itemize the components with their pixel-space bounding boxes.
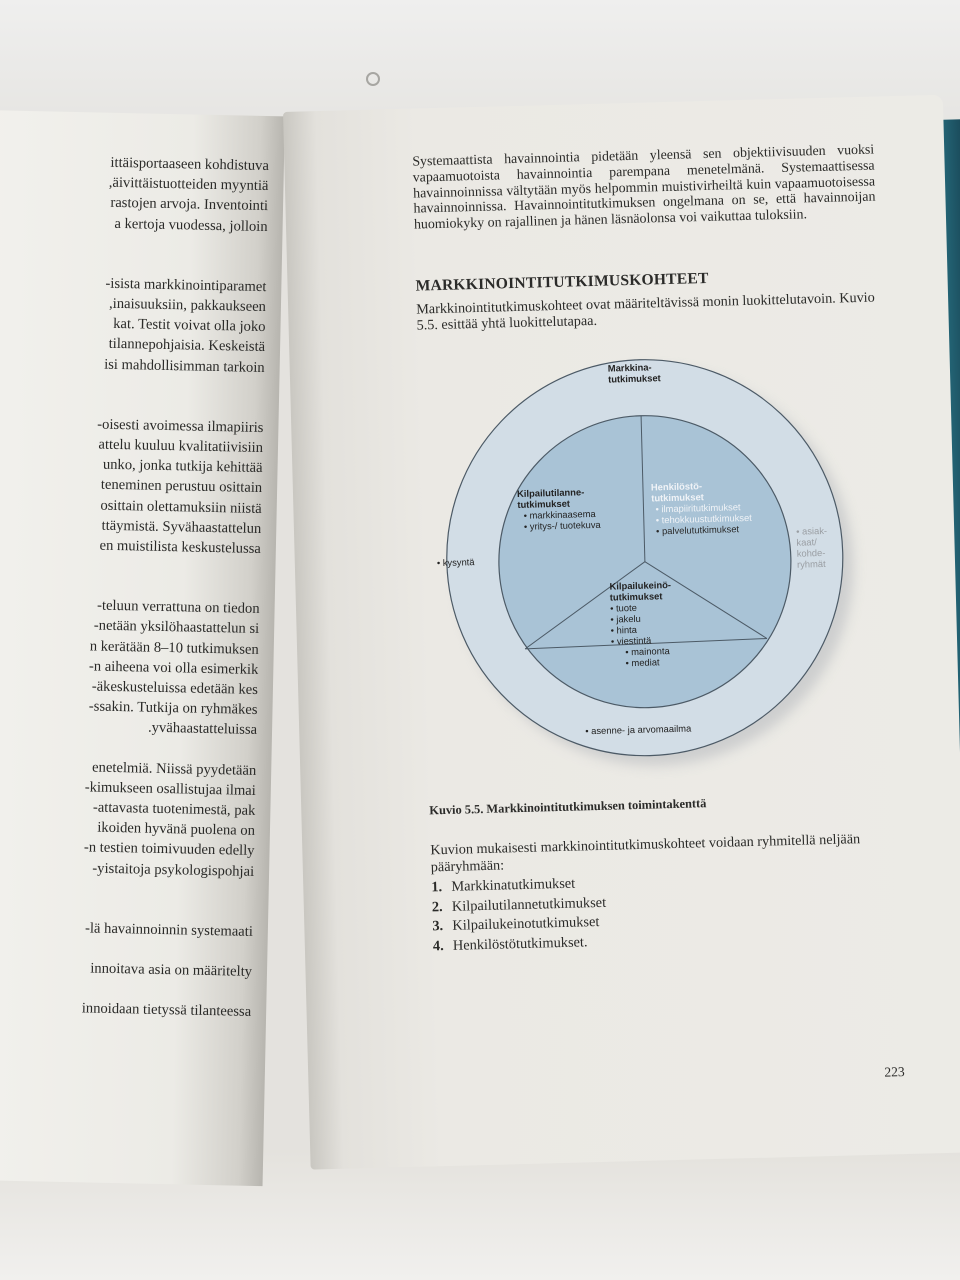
left-page bbox=[0, 110, 285, 1186]
left-page-line: attelu kuuluu kvalitatiivisiin bbox=[98, 436, 264, 457]
left-page-line: enetelmiä. Niissä pyydetään bbox=[91, 759, 257, 779]
left-page-line: teluun verrattuna on tiedon- bbox=[96, 597, 260, 618]
left-page-line: en muistilista keskustelussa bbox=[99, 537, 262, 558]
left-page-line: kat. Testit voivat olla joko bbox=[113, 316, 266, 336]
left-page-line: inaisuuksiin, pakkaukseen, bbox=[108, 295, 267, 316]
label-kysynta: • kysyntä bbox=[436, 556, 475, 569]
left-page-line: ssakin. Tutkija on ryhmäkes- bbox=[88, 698, 258, 719]
list-number: 2. bbox=[431, 898, 443, 916]
table-mark-icon bbox=[366, 72, 380, 86]
list-number: 4. bbox=[432, 937, 444, 954]
label-henkilosto: Henkilöstö- tutkimukset • ilmapiiritutkimukset • tehokkuustutkimukset • palvelututkimukset bbox=[650, 480, 752, 537]
left-page-line: oisesti avoimessa ilmapiiris- bbox=[97, 416, 264, 436]
label-asiakkaat: • asiak- kaat/ kohde- ryhmät bbox=[796, 525, 828, 571]
left-page-line: n testien toimivuuden edelly- bbox=[83, 839, 255, 860]
observation-paragraph: Systemaattista havainnointia pidetään yleensä sen objektiivisuuden vuoksi vapaamuotoista havainnointia parempana menetelmänä. Systemaattisessa havainnoinnissa vältytään myös helpommin muistivirheiltä kuin vapaamuotoisessa havainnoinnissa. Havainnointitutkimuksen ongelmana on se, että havainnoijan huomiokyky on rajallinen ja hänen läsnäolonsa voi vaikuttaa tuloksiin. bbox=[412, 142, 876, 233]
research-field-diagram bbox=[417, 334, 890, 786]
label-markkinatutkimukset: Markkina- tutkimukset bbox=[607, 361, 661, 385]
left-page-line: teneminen perustuu osittain bbox=[100, 477, 263, 497]
closing-paragraph: Kuvion mukaisesti markkinointitutkimuskohteet voidaan ryhmitellä neljään pääryhmään: bbox=[430, 831, 861, 876]
list-text: Markkinatutkimukset bbox=[451, 876, 576, 896]
section-heading: MARKKINOINTITUTKIMUSKOHTEET bbox=[415, 269, 709, 295]
list-number: 3. bbox=[432, 918, 444, 935]
figure-caption: Kuvio 5.5. Markkinointitutkimuksen toimintakenttä bbox=[429, 796, 707, 818]
left-page-line: äkeskusteluissa edetään kes- bbox=[91, 678, 259, 699]
left-page-text bbox=[0, 150, 269, 1022]
left-page-line: innoitava asia on määritelty bbox=[90, 960, 253, 980]
left-page-line: innoidaan tietyssä tilanteessa bbox=[81, 1000, 252, 1021]
left-page-line: netään yksilöhaastattelun si- bbox=[93, 617, 260, 638]
left-page-line: osittain olettamuksiin niistä bbox=[100, 497, 262, 517]
left-page-line: ttäymistä. Syvähaastattelun bbox=[101, 517, 262, 537]
list-text: Henkilöstötutkimukset. bbox=[452, 933, 588, 954]
left-page-line: yvähaastatteluissa. bbox=[147, 720, 258, 739]
label-kilpailukeino: Kilpailukeinö- tutkimukset • tuote • jakelu • hinta • viestintä • mainonta • mediat bbox=[609, 579, 672, 669]
left-page-line: kimukseen osallistujaa ilmai- bbox=[84, 779, 256, 799]
left-page-line: unko, jonka tutkija kehittää bbox=[102, 456, 263, 477]
left-page-line: ikoiden hyvänä puolena on bbox=[97, 819, 256, 840]
left-page-line: yistaitoja psykologispohjai- bbox=[92, 860, 255, 880]
list-number: 1. bbox=[431, 879, 443, 896]
research-group-list bbox=[431, 867, 895, 957]
right-page-content bbox=[412, 143, 895, 957]
intro-paragraph: Markkinointitutkimuskohteet ovat määriteltävissä monin luokittelutavoin. Kuvio 5.5. esittää yhtä luokittelutapaa. bbox=[416, 289, 875, 334]
label-kilpailutilanne: Kilpailutilanne- tutkimukset • markkinaasema • yritys-/ tuotekuva bbox=[516, 486, 601, 533]
left-page-line: n kerätään 8–10 tutkimuksen bbox=[89, 638, 259, 658]
left-page-line: lä havainnoinnin systemaati- bbox=[84, 920, 254, 940]
left-page-line: rastojen arvoja. Inventointi bbox=[110, 195, 269, 215]
left-page-line: a kertoja vuodessa, jolloin bbox=[114, 215, 268, 235]
right-page bbox=[283, 95, 960, 1170]
left-page-line: isi mahdollisimman tarkoin bbox=[104, 356, 265, 376]
left-page-line: attavasta tuotenimestä, pak- bbox=[92, 799, 256, 819]
left-page-line: äivittäistuotteiden myyntiä, bbox=[108, 174, 269, 195]
page-number: 223 bbox=[884, 1064, 905, 1080]
label-asenne: • asenne- ja arvomaailma bbox=[585, 722, 692, 737]
left-page-line: isista markkinointiparamet- bbox=[105, 275, 267, 295]
left-page-line: n aiheena voi olla esimerkik- bbox=[88, 658, 259, 678]
list-text: Kilpailukeinotutkimukset bbox=[452, 914, 600, 935]
left-page-line: ittäisportaaseen kohdistuva bbox=[110, 154, 270, 175]
left-page-line: tilannepohjaisia. Keskeistä bbox=[108, 336, 266, 356]
list-text: Kilpailutilannetutkimukset bbox=[451, 894, 607, 915]
